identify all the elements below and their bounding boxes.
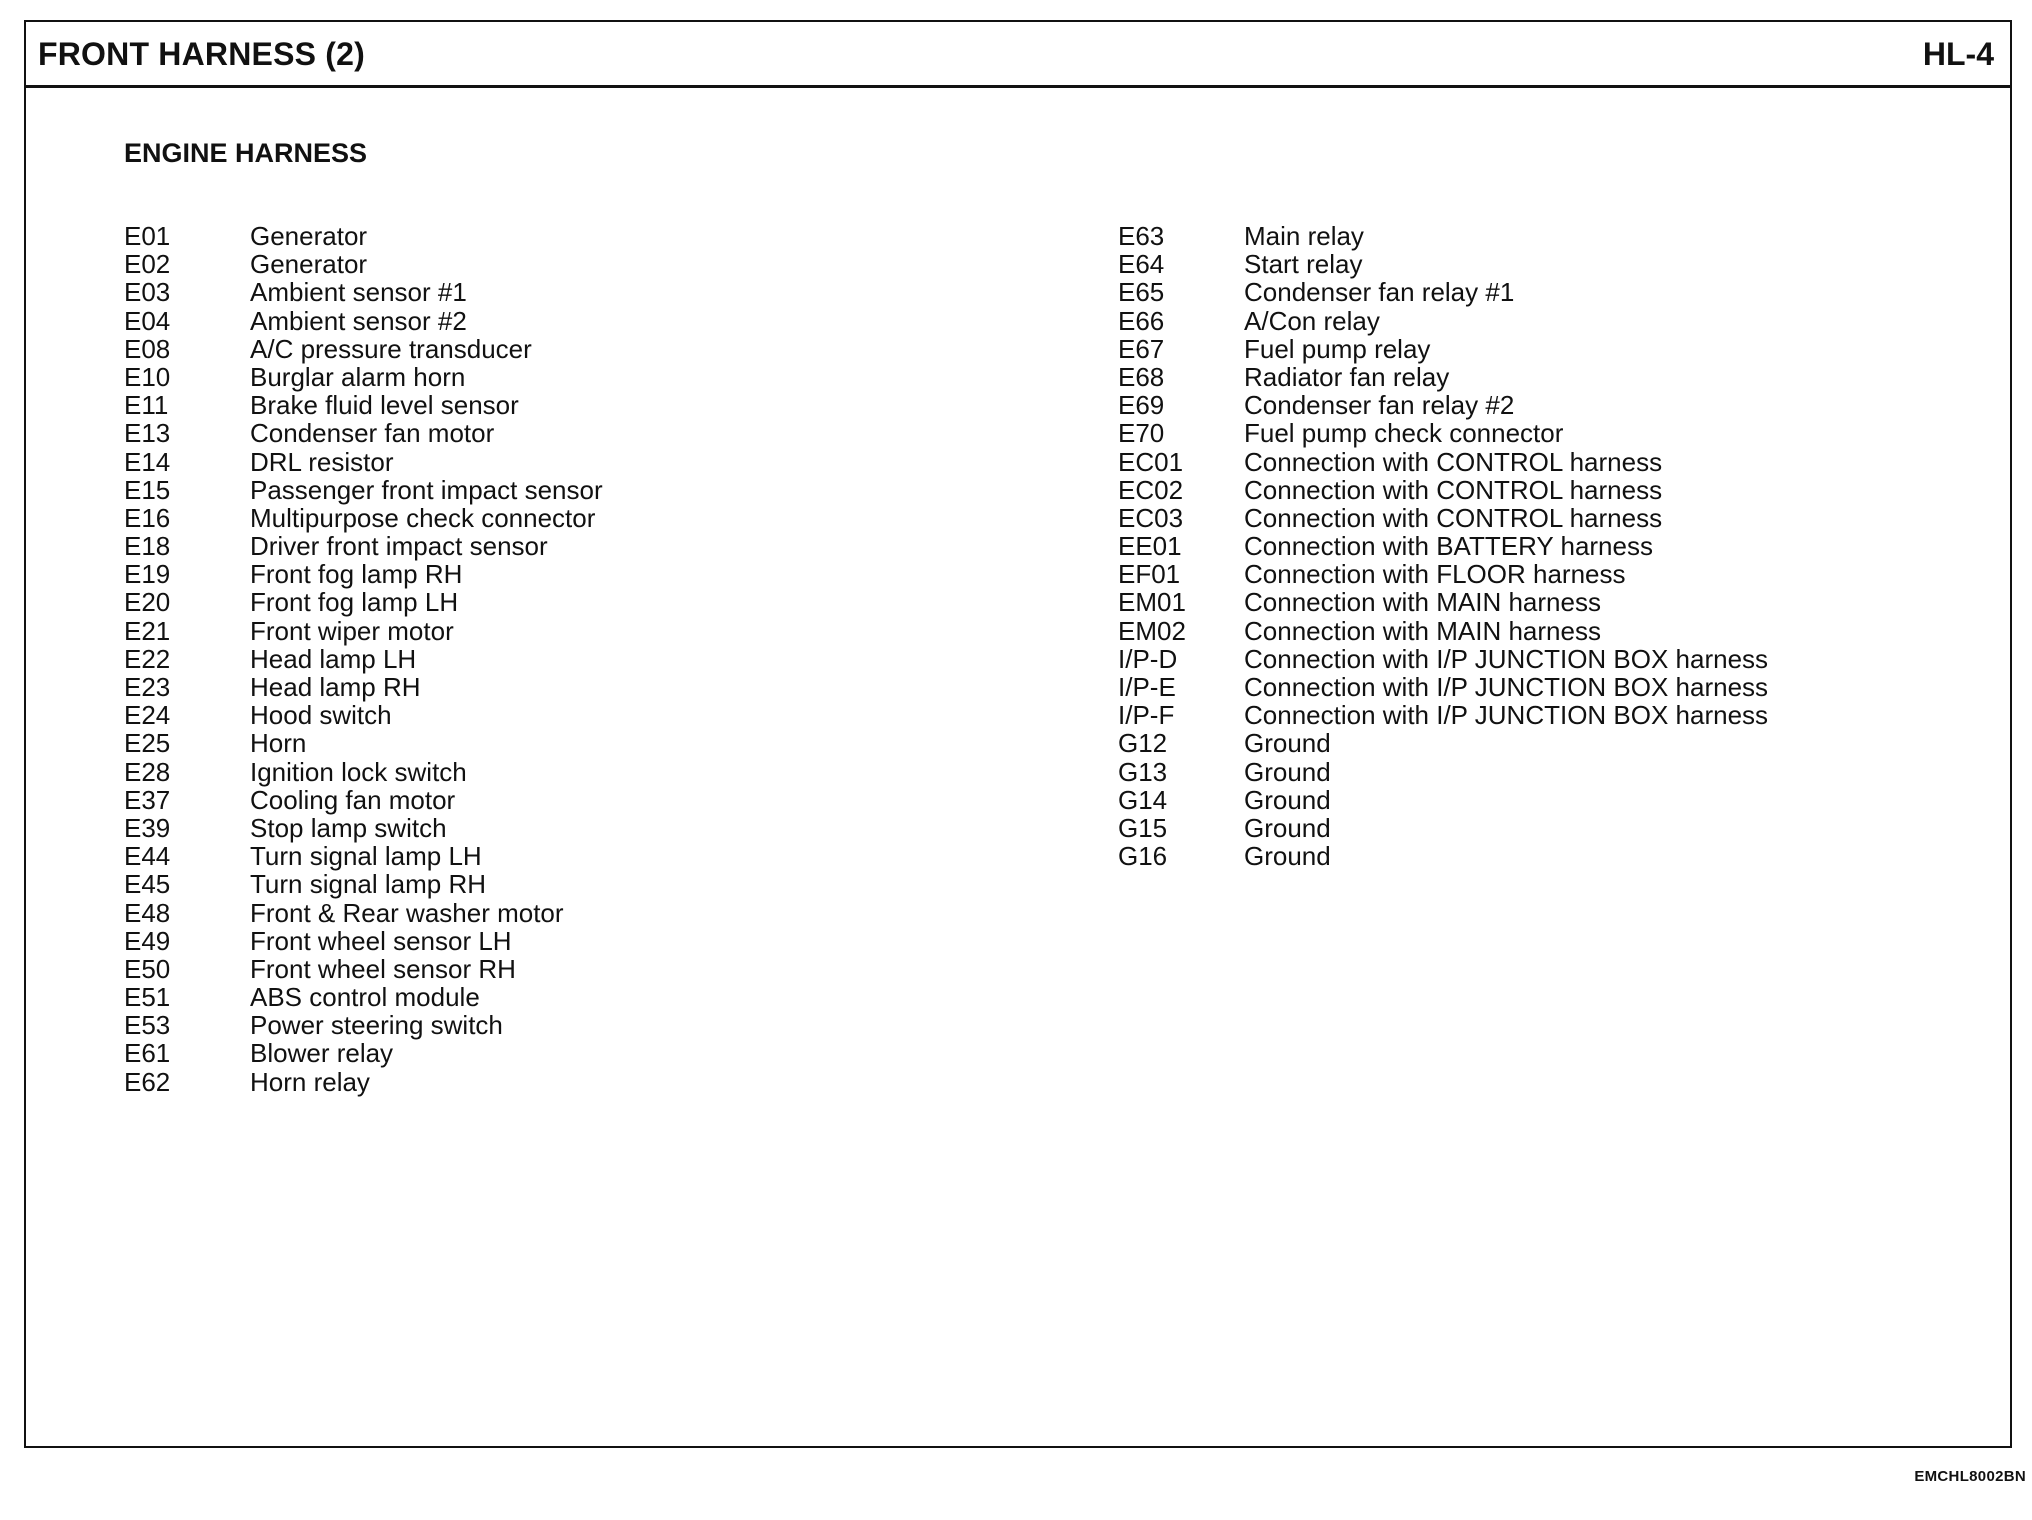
connector-code: G16 [1118,841,1168,872]
connector-row [124,307,603,335]
connector-description: Connection with CONTROL harness [1244,474,1663,505]
connector-description: Ambient sensor #2 [250,305,467,336]
connector-row [124,532,603,560]
connector-code: EC03 [1118,502,1184,533]
connector-code: E23 [124,672,171,702]
connector-code: I/P-E [1118,672,1176,702]
connector-row [124,758,603,786]
connector-code: E53 [124,1010,171,1041]
connector-description: DRL resistor [250,446,394,477]
connector-code: G13 [1118,756,1168,787]
connector-code: E13 [124,418,171,449]
connector-code: E21 [124,615,171,646]
connector-row [124,278,603,306]
connector-row [124,419,603,447]
connector-description: Turn signal lamp LH [250,841,482,872]
connector-row [124,560,603,588]
connector-code: E20 [124,587,171,618]
connector-description: Radiator fan relay [1244,361,1450,392]
connector-description: Condenser fan relay #1 [1244,277,1515,308]
connector-description: Front fog lamp RH [250,559,463,590]
connector-row [1118,532,1768,560]
connector-code: E51 [124,982,171,1013]
connector-row [1118,560,1768,588]
connector-code: E61 [124,1038,171,1069]
connector-description: Hood switch [250,700,392,731]
connector-code: E67 [1118,333,1165,364]
connector-code: E66 [1118,305,1165,336]
connector-row [124,222,603,250]
connector-description: Front fog lamp LH [250,587,459,618]
connector-description: Ignition lock switch [250,756,467,787]
connector-row [124,814,603,842]
connector-description: A/C pressure transducer [250,333,532,364]
connector-description: Generator [250,221,368,251]
connector-row [1118,222,1768,250]
connector-description: Front wheel sensor RH [250,953,516,984]
connector-code: E15 [124,474,171,505]
connector-code: E39 [124,812,171,843]
connector-description: Connection with FLOOR harness [1244,559,1626,590]
connector-code: E63 [1118,221,1165,251]
connector-code: E37 [124,784,171,815]
connector-code: E28 [124,756,171,787]
connector-code: E49 [124,925,171,956]
connector-description: Multipurpose check connector [250,502,596,533]
connector-description: Ground [1244,841,1331,872]
connector-code: G12 [1118,728,1168,759]
connector-description: Main relay [1244,221,1364,251]
connector-row [124,673,603,701]
connector-code: E19 [124,559,171,590]
connector-code: E48 [124,897,171,928]
connector-row [124,701,603,729]
connector-row [1118,842,1768,870]
connector-code: E24 [124,700,171,731]
connector-description: Head lamp LH [250,643,417,674]
connector-description: Front & Rear washer motor [250,897,564,928]
connector-description: Ground [1244,812,1331,843]
connector-description: ABS control module [250,982,480,1013]
connector-description: A/Con relay [1244,305,1380,336]
connector-description: Horn [250,728,307,759]
connector-description: Start relay [1244,249,1363,280]
connector-description: Connection with I/P JUNCTION BOX harness [1244,643,1769,674]
connector-description: Fuel pump relay [1244,333,1431,364]
connector-row [124,983,603,1011]
connector-description: Cooling fan motor [250,784,456,815]
connector-description: Connection with MAIN harness [1244,587,1601,618]
connector-code: E64 [1118,249,1165,280]
connector-row [124,729,603,757]
connector-description: Driver front impact sensor [250,531,548,562]
connector-code: EM02 [1118,615,1186,646]
connector-description: Ground [1244,728,1331,759]
connector-row [1118,701,1768,729]
connector-code: E03 [124,277,171,308]
connector-description: Connection with I/P JUNCTION BOX harness [1244,700,1769,731]
connector-code: EF01 [1118,559,1181,590]
connector-description: Ground [1244,784,1331,815]
connector-row [124,645,603,673]
page-title: FRONT HARNESS (2) [38,36,365,72]
connector-row [124,899,603,927]
connector-description: Stop lamp switch [250,812,447,843]
connector-row [1118,588,1768,616]
connector-code: EE01 [1118,531,1182,562]
connector-description: Connection with CONTROL harness [1244,502,1663,533]
connector-code: E08 [124,333,171,364]
connector-row [1118,729,1768,757]
connector-list-right [1118,222,1768,870]
section-heading: ENGINE HARNESS [124,138,368,168]
connector-code: EC02 [1118,474,1184,505]
connector-code: E65 [1118,277,1165,308]
connector-code: E68 [1118,361,1165,392]
connector-row [124,504,603,532]
connector-description: Connection with BATTERY harness [1244,531,1653,562]
connector-description: Generator [250,249,368,280]
connector-code: EM01 [1118,587,1186,618]
connector-code: E22 [124,643,171,674]
page-number: HL-4 [1922,36,1994,72]
connector-row [124,1068,603,1096]
connector-description: Passenger front impact sensor [250,474,603,505]
connector-row [124,617,603,645]
connector-code: EC01 [1118,446,1184,477]
connector-code: E04 [124,305,171,336]
connector-row [124,588,603,616]
connector-row [1118,645,1768,673]
connector-description: Brake fluid level sensor [250,390,519,421]
connector-description: Burglar alarm horn [250,361,466,392]
connector-description: Connection with CONTROL harness [1244,446,1663,477]
connector-code: E69 [1118,390,1165,421]
connector-code: E11 [124,390,169,421]
connector-description: Power steering switch [250,1010,503,1041]
connector-code: E45 [124,869,171,900]
connector-row [1118,307,1768,335]
connector-description: Ground [1244,756,1331,787]
connector-code: E16 [124,502,171,533]
connector-row [124,927,603,955]
connector-row [1118,391,1768,419]
connector-code: G14 [1118,784,1168,815]
connector-row [124,391,603,419]
connector-code: E02 [124,249,171,280]
connector-description: Ambient sensor #1 [250,277,467,308]
connector-row [124,363,603,391]
connector-description: Condenser fan motor [250,418,495,449]
connector-description: Turn signal lamp RH [250,869,487,900]
connector-row [124,842,603,870]
connector-row [1118,448,1768,476]
connector-description: Front wiper motor [250,615,454,646]
connector-row [1118,278,1768,306]
connector-row [124,1039,603,1067]
connector-row [124,476,603,504]
page-header [26,22,2010,88]
connector-description: Connection with I/P JUNCTION BOX harness [1244,672,1769,702]
connector-code: E14 [124,446,171,477]
connector-row [1118,786,1768,814]
connector-code: E10 [124,361,171,392]
connector-row [1118,250,1768,278]
connector-row [1118,758,1768,786]
connector-description: Horn relay [250,1066,370,1097]
connector-row [124,786,603,814]
connector-row [124,335,603,363]
connector-code: E25 [124,728,171,759]
connector-code: I/P-D [1118,643,1178,674]
connector-code: E70 [1118,418,1165,449]
connector-row [1118,617,1768,645]
connector-row [1118,814,1768,842]
connector-code: E01 [124,221,171,251]
connector-row [1118,504,1768,532]
connector-row [124,955,603,983]
connector-code: E44 [124,841,171,872]
connector-row [1118,335,1768,363]
connector-row [1118,476,1768,504]
connector-code: I/P-F [1118,700,1175,731]
connector-code: G15 [1118,812,1168,843]
connector-description: Head lamp RH [250,672,421,702]
connector-code: E62 [124,1066,171,1097]
connector-row [1118,419,1768,447]
connector-code: E18 [124,531,171,562]
connector-row [124,250,603,278]
connector-row [124,1011,603,1039]
connector-list-left [124,222,603,1096]
connector-description: Condenser fan relay #2 [1244,390,1515,421]
connector-row [1118,363,1768,391]
connector-description: Front wheel sensor LH [250,925,512,956]
connector-row [1118,673,1768,701]
connector-row [124,448,603,476]
connector-code: E50 [124,953,171,984]
figure-code: EMCHL8002BN [1914,1468,2026,1485]
connector-description: Blower relay [250,1038,394,1069]
connector-description: Connection with MAIN harness [1244,615,1601,646]
connector-description: Fuel pump check connector [1244,418,1564,449]
connector-row [124,870,603,898]
